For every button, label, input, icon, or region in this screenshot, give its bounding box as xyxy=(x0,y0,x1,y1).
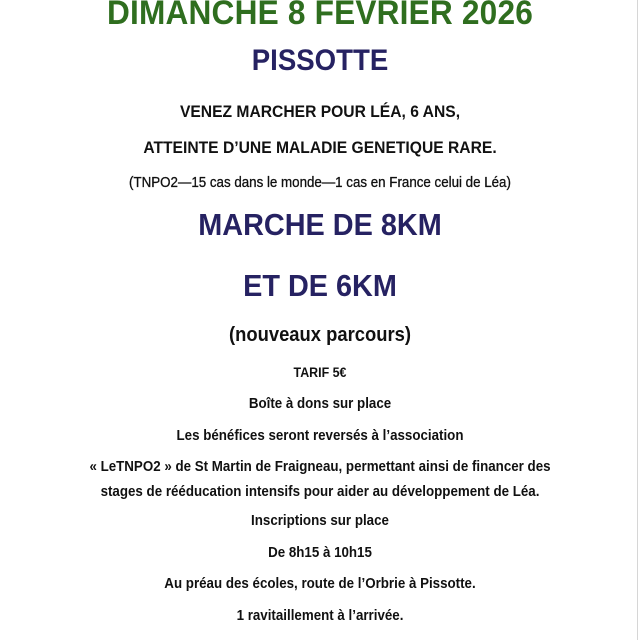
donation-box: Boîte à dons sur place xyxy=(248,396,392,412)
registration-hours: De 8h15 à 10h15 xyxy=(268,545,372,561)
page-edge-divider xyxy=(637,0,638,640)
intro-line-2: ATTEINTE D’UNE MALADIE GENETIQUE RARE. xyxy=(143,138,497,157)
price: TARIF 5€ xyxy=(293,365,347,380)
association-line-1: « LeTNPO2 » de St Martin de Fraigneau, permettant ainsi de financer des xyxy=(89,459,551,475)
refreshment-note: 1 ravitaillement à l’arrivée. xyxy=(236,608,404,624)
event-town: PISSOTTE xyxy=(251,44,389,77)
event-date: DIMANCHE 8 FEVRIER 2026 xyxy=(107,0,533,32)
walk-distance-8km: MARCHE DE 8KM xyxy=(198,207,442,242)
registration: Inscriptions sur place xyxy=(251,513,389,529)
walk-distance-6km: ET DE 6KM xyxy=(243,268,397,303)
association-line-2: stages de rééducation intensifs pour aider au développement de Léa. xyxy=(100,484,540,500)
intro-line-3: (TNPO2—15 cas dans le monde—1 cas en France celui de Léa) xyxy=(129,175,511,191)
routes-note: (nouveaux parcours) xyxy=(228,324,411,346)
event-location: Au préau des écoles, route de l’Orbrie à Pissotte. xyxy=(164,576,476,592)
intro-line-1: VENEZ MARCHER POUR LÉA, 6 ANS, xyxy=(179,102,461,121)
benefits-text: Les bénéfices seront reversés à l’association xyxy=(176,428,464,444)
